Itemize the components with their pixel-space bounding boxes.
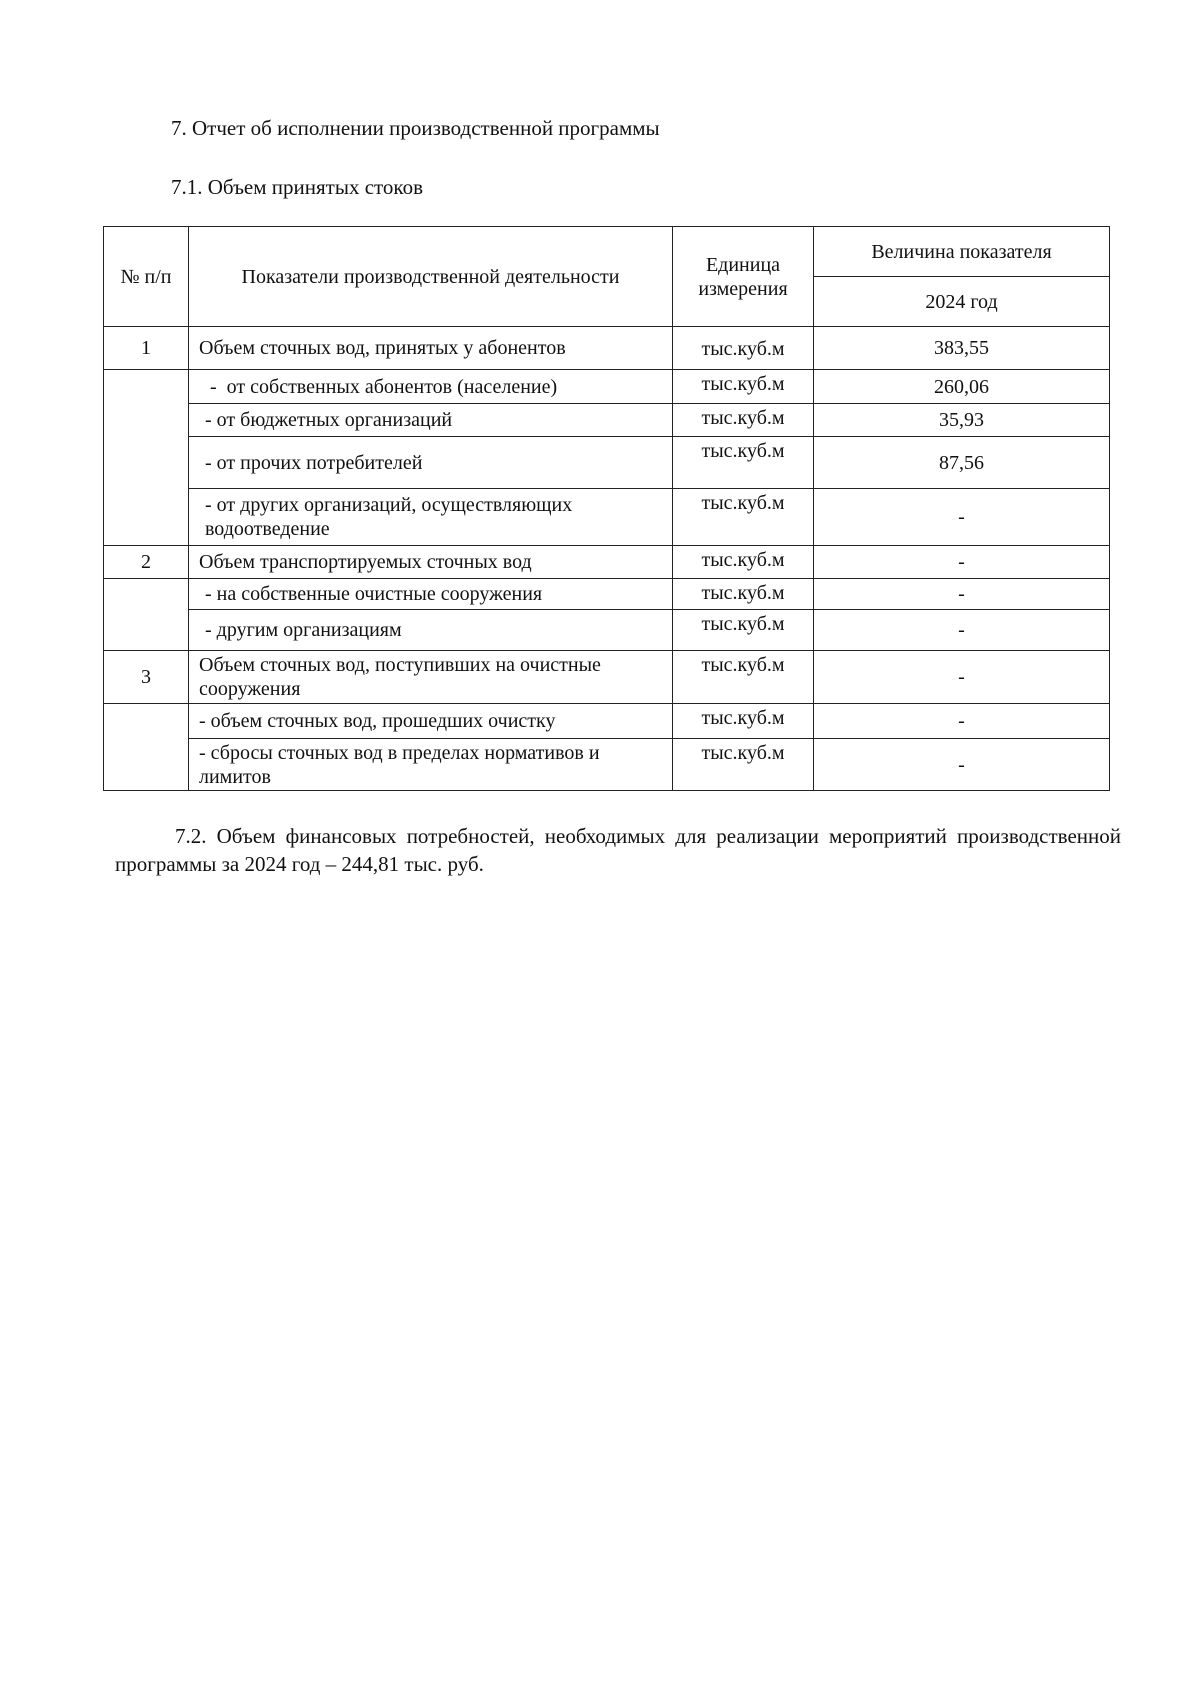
row-value: 383,55	[814, 327, 1110, 370]
row-unit: тыс.куб.м	[673, 489, 814, 546]
table-row	[104, 704, 1110, 739]
row-indicator: - от бюджетных организаций	[189, 404, 673, 437]
row-num-group-2	[104, 579, 189, 651]
row-unit: тыс.куб.м	[673, 739, 814, 791]
row-value: 35,93	[814, 404, 1110, 437]
table-row	[104, 437, 1110, 489]
table-row	[104, 739, 1110, 791]
header-num: № п/п	[104, 227, 189, 327]
row-indicator: - на собственные очистные сооружения	[189, 579, 673, 610]
header-unit: Единица измерения	[673, 227, 814, 327]
row-num-group-3	[104, 704, 189, 791]
row-indicator: Объем сточных вод, поступивших на очистные сооружения	[189, 651, 673, 704]
row-value: -	[814, 489, 1110, 546]
row-unit: тыс.куб.м	[673, 651, 814, 704]
row-value: -	[814, 579, 1110, 610]
row-indicator: - объем сточных вод, прошедших очистку	[189, 704, 673, 739]
row-num: 2	[104, 546, 189, 579]
row-indicator: - от прочих потребителей	[189, 437, 673, 489]
table-row	[104, 651, 1110, 704]
row-indicator: - от собственных абонентов (население)	[189, 370, 673, 404]
header-indicator: Показатели производственной деятельности	[189, 227, 673, 327]
row-value: -	[814, 704, 1110, 739]
row-unit: тыс.куб.м	[673, 370, 814, 404]
header-year: 2024 год	[814, 277, 1110, 327]
row-unit: тыс.куб.м	[673, 404, 814, 437]
row-value: 260,06	[814, 370, 1110, 404]
row-value: -	[814, 546, 1110, 579]
row-indicator: Объем транспортируемых сточных вод	[189, 546, 673, 579]
row-num: 3	[104, 651, 189, 704]
financial-needs-paragraph: 7.2. Объем финансовых потребностей, необходимых для реализации мероприятий производственной программы за 2024 год – 244,81 тыс. руб.	[115, 824, 1121, 876]
table-row	[104, 370, 1110, 404]
row-unit: тыс.куб.м	[673, 437, 814, 489]
row-value: -	[814, 610, 1110, 651]
row-indicator: - другим организациям	[189, 610, 673, 651]
row-indicator: - от других организаций, осуществляющих водоотведение	[189, 489, 673, 546]
sewage-volume-table	[103, 226, 1110, 791]
row-num-group-1	[104, 370, 189, 546]
table-row	[104, 404, 1110, 437]
row-value: -	[814, 651, 1110, 704]
row-indicator: Объем сточных вод, принятых у абонентов	[189, 327, 673, 370]
table-row	[104, 489, 1110, 546]
row-unit: тыс.куб.м	[673, 704, 814, 739]
row-unit: тыс.куб.м	[673, 610, 814, 651]
row-indicator: - сбросы сточных вод в пределах нормативов и лимитов	[189, 739, 673, 791]
subsection-heading: 7.1. Объем принятых стоков	[171, 175, 423, 199]
row-value: -	[814, 739, 1110, 791]
row-num: 1	[104, 327, 189, 370]
row-unit: тыс.куб.м	[673, 579, 814, 610]
row-unit: тыс.куб.м	[673, 546, 814, 579]
table-row	[104, 610, 1110, 651]
header-value-group: Величина показателя	[814, 227, 1110, 277]
table-row	[104, 546, 1110, 579]
row-unit: тыс.куб.м	[673, 327, 814, 370]
table-row	[104, 579, 1110, 610]
row-value: 87,56	[814, 437, 1110, 489]
table-row	[104, 327, 1110, 370]
section-heading: 7. Отчет об исполнении производственной программы	[171, 116, 660, 140]
